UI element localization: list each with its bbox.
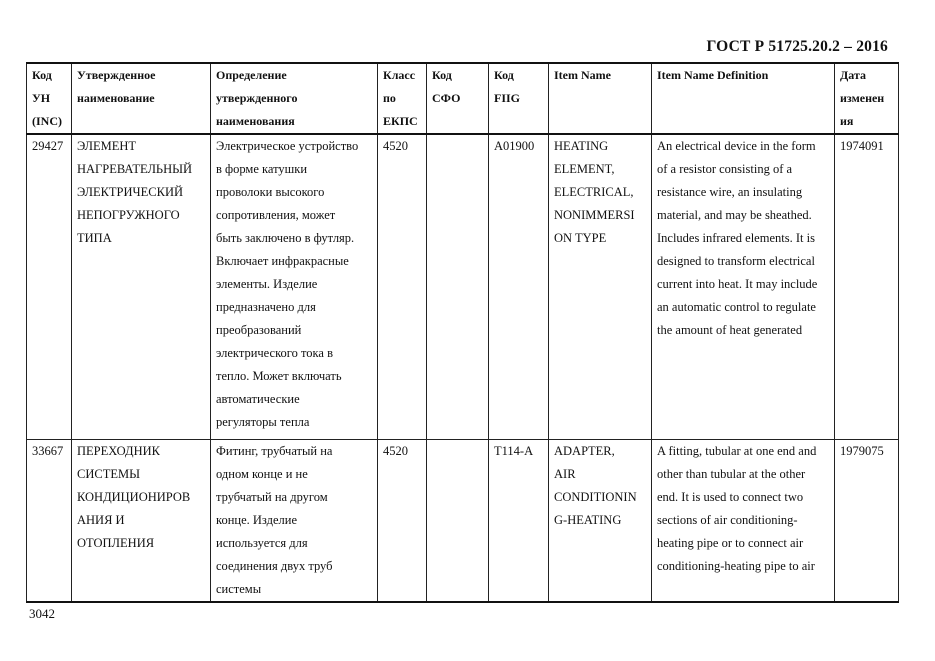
column-header-change-date: Дата изменен ия: [835, 63, 899, 134]
cell-item-name-definition: A fitting, tubular at one end and other than tubular at the other end. It is used to connect two sections of air conditioning- heating pipe or to connect air conditioning-heating pipe to air: [652, 440, 835, 603]
cell-fiig: A01900: [489, 134, 549, 440]
cell-code: 33667: [27, 440, 72, 603]
cell-item-name: ADAPTER, AIR CONDITIONIN G-HEATING: [549, 440, 652, 603]
table-row: [27, 134, 899, 440]
column-header-class: Класс по ЕКПС: [378, 63, 427, 134]
cell-fiig: T114-A: [489, 440, 549, 603]
cell-item-name: HEATING ELEMENT, ELECTRICAL, NONIMMERSI ON TYPE: [549, 134, 652, 440]
item-name-table: [26, 62, 899, 603]
document-standard-header: ГОСТ Р 51725.20.2 – 2016: [706, 38, 888, 55]
cell-sfo: [427, 134, 489, 440]
cell-change-date: 1974091: [835, 134, 899, 440]
column-header-item-name: Item Name: [549, 63, 652, 134]
column-header-item-name-definition: Item Name Definition: [652, 63, 835, 134]
column-header-definition: Определение утвержденного наименования: [211, 63, 378, 134]
column-header-sfo: Код СФО: [427, 63, 489, 134]
column-header-code: Код УН (INC): [27, 63, 72, 134]
cell-class: 4520: [378, 134, 427, 440]
cell-change-date: 1979075: [835, 440, 899, 603]
cell-code: 29427: [27, 134, 72, 440]
cell-class: 4520: [378, 440, 427, 603]
cell-definition: Электрическое устройство в форме катушки проволоки высокого сопротивления, может быть заключено в футляр. Включает инфракрасные элементы. Изделие предназначено для преобразований электрического тока в тепло. Может включать автоматические регуляторы тепла: [211, 134, 378, 440]
cell-definition: Фитинг, трубчатый на одном конце и не трубчатый на другом конце. Изделие используется для соединения двух труб системы: [211, 440, 378, 603]
cell-approved-name: ЭЛЕМЕНТ НАГРЕВАТЕЛЬНЫЙ ЭЛЕКТРИЧЕСКИЙ НЕПОГРУЖНОГО ТИПА: [72, 134, 211, 440]
cell-item-name-definition: An electrical device in the form of a resistor consisting of a resistance wire, an insulating material, and may be sheathed. Includes infrared elements. It is designed to transform electrical current into heat. It may include an automatic control to regulate the amount of heat generated: [652, 134, 835, 440]
table-row: [27, 440, 899, 603]
table-header-row: [27, 63, 899, 134]
cell-approved-name: ПЕРЕХОДНИК СИСТЕМЫ КОНДИЦИОНИРОВ АНИЯ И ОТОПЛЕНИЯ: [72, 440, 211, 603]
column-header-approved-name: Утвержденное наименование: [72, 63, 211, 134]
page-number: 3042: [29, 606, 55, 621]
column-header-fiig: Код FIIG: [489, 63, 549, 134]
cell-sfo: [427, 440, 489, 603]
